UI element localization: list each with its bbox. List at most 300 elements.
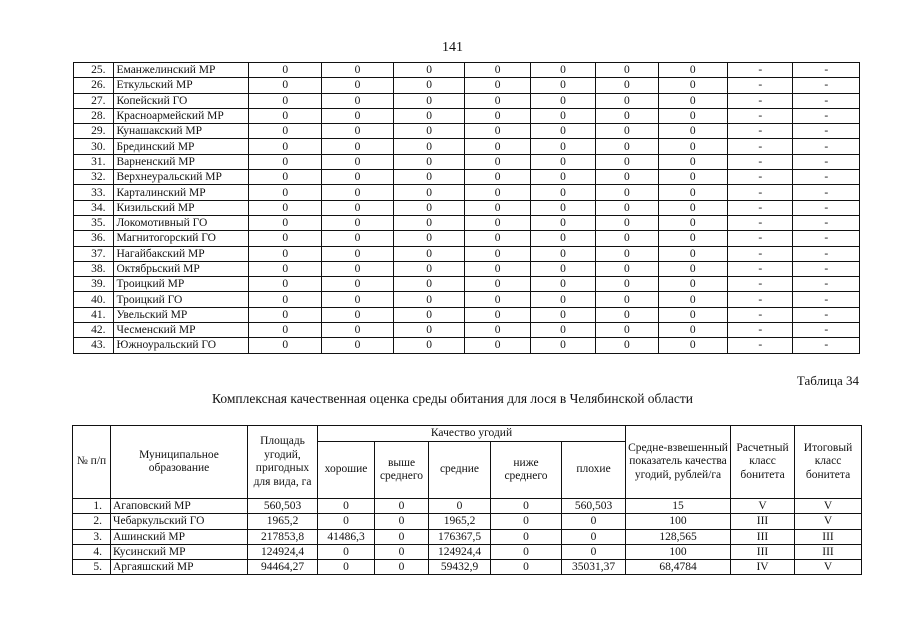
table-cell: 217853,8: [248, 529, 318, 544]
table-cell: 0: [249, 108, 322, 123]
table-cell: -: [793, 124, 860, 139]
table-cell: -: [793, 78, 860, 93]
table-cell: 0: [658, 277, 728, 292]
table-cell: 0: [322, 124, 394, 139]
municipality-name: Аргаяшский МР: [111, 560, 248, 575]
table-cell: 0: [465, 200, 530, 215]
table-cell: 0: [596, 124, 658, 139]
table-row: [73, 529, 862, 544]
table-row: [74, 338, 860, 353]
table-cell: III: [795, 529, 862, 544]
table-cell: 15: [626, 499, 731, 514]
municipality-name: Кунашакский МР: [114, 124, 249, 139]
table-cell: -: [728, 185, 793, 200]
table-cell: 0: [530, 246, 595, 261]
table-row: [74, 93, 860, 108]
table-cell: 0: [249, 323, 322, 338]
table-cell: 0: [318, 499, 375, 514]
table-cell: 0: [530, 261, 595, 276]
table-cell: -: [728, 215, 793, 230]
table-cell: 0: [658, 93, 728, 108]
header-below-avg: ниже среднего: [491, 442, 562, 499]
table-cell: III: [731, 514, 795, 529]
table-cell: 0: [322, 78, 394, 93]
table-cell: III: [731, 529, 795, 544]
table-cell: 0: [375, 499, 429, 514]
municipality-name: Ашинский МР: [111, 529, 248, 544]
table-cell: 0: [322, 154, 394, 169]
table-cell: 0: [393, 246, 465, 261]
table-cell: -: [728, 338, 793, 353]
page-number: 141: [442, 40, 463, 55]
table-cell: 0: [393, 154, 465, 169]
table-cell: 0: [318, 514, 375, 529]
table-cell: -: [728, 170, 793, 185]
table-row: [74, 307, 860, 322]
table-label: Таблица 34: [796, 373, 859, 388]
table-cell: 0: [249, 139, 322, 154]
table-cell: 0: [249, 277, 322, 292]
municipality-name: Чебаркульский ГО: [111, 514, 248, 529]
table-cell: 0: [393, 277, 465, 292]
table-cell: -: [728, 292, 793, 307]
table-cell: -: [728, 231, 793, 246]
table-cell: 0: [465, 78, 530, 93]
table-cell: 0: [658, 323, 728, 338]
table-cell: -: [728, 124, 793, 139]
table-cell: 0: [530, 78, 595, 93]
table-cell: 0: [465, 261, 530, 276]
table-cell: 0: [530, 292, 595, 307]
row-number: 30.: [74, 139, 114, 154]
table-cell: -: [793, 323, 860, 338]
table-row: [74, 200, 860, 215]
table-cell: 0: [658, 78, 728, 93]
table-cell: 0: [658, 200, 728, 215]
table-cell: 0: [465, 63, 530, 78]
table-cell: -: [728, 78, 793, 93]
table-cell: 0: [596, 63, 658, 78]
table-cell: 0: [465, 108, 530, 123]
table-cell: -: [793, 215, 860, 230]
municipality-name: Кизильский МР: [114, 200, 249, 215]
table-cell: 0: [530, 154, 595, 169]
header-num: № п/п: [73, 426, 111, 499]
table-cell: 0: [465, 215, 530, 230]
table-cell: 0: [322, 246, 394, 261]
row-number: 3.: [73, 529, 111, 544]
table-cell: 100: [626, 514, 731, 529]
table-row: [74, 292, 860, 307]
table-cell: 0: [322, 93, 394, 108]
table-cell: 560,503: [562, 499, 626, 514]
table-cell: 0: [596, 185, 658, 200]
municipality-name: Нагайбакский МР: [114, 246, 249, 261]
table-cell: 0: [530, 215, 595, 230]
table-cell: 0: [322, 261, 394, 276]
row-number: 38.: [74, 261, 114, 276]
table-cell: 0: [322, 108, 394, 123]
municipality-name: Варненский МР: [114, 154, 249, 169]
table-cell: 68,4784: [626, 560, 731, 575]
table-row: [74, 261, 860, 276]
table-cell: 0: [658, 108, 728, 123]
table-cell: 0: [530, 323, 595, 338]
table-cell: 0: [393, 185, 465, 200]
table-cell: 0: [249, 215, 322, 230]
municipality-name: Увельский МР: [114, 307, 249, 322]
table-cell: 0: [249, 261, 322, 276]
table-cell: 0: [393, 139, 465, 154]
table-cell: 0: [658, 292, 728, 307]
table-cell: V: [795, 499, 862, 514]
table-cell: 0: [249, 200, 322, 215]
table-cell: IV: [731, 560, 795, 575]
table-cell: 0: [530, 170, 595, 185]
table-cell: -: [728, 261, 793, 276]
table-cell: 0: [249, 124, 322, 139]
table-cell: 0: [393, 124, 465, 139]
table-cell: 0: [393, 200, 465, 215]
table-cell: 0: [596, 215, 658, 230]
table-cell: V: [731, 499, 795, 514]
table-cell: 0: [596, 78, 658, 93]
table-cell: 0: [658, 246, 728, 261]
moose-habitat-table: [72, 425, 862, 575]
table-cell: -: [793, 200, 860, 215]
table-cell: 0: [375, 529, 429, 544]
table-cell: -: [793, 170, 860, 185]
row-number: 42.: [74, 323, 114, 338]
table-cell: 0: [596, 139, 658, 154]
table-cell: 0: [393, 108, 465, 123]
header-avg: средние: [429, 442, 491, 499]
municipality-name: Карталинский МР: [114, 185, 249, 200]
table-row: [74, 78, 860, 93]
table-title: Комплексная качественная оценка среды обитания для лося в Челябинской области: [212, 391, 693, 406]
table-cell: 0: [322, 63, 394, 78]
table-cell: 0: [393, 231, 465, 246]
table-cell: 0: [530, 93, 595, 108]
table-cell: 0: [596, 170, 658, 185]
header-area: Площадь угодий, пригодных для вида, га: [248, 426, 318, 499]
table-cell: 0: [530, 277, 595, 292]
table-cell: 0: [562, 544, 626, 559]
municipality-name: Троицкий МР: [114, 277, 249, 292]
header-calc-class: Расчетный класс бонитета: [731, 426, 795, 499]
municipality-name: Кусинский МР: [111, 544, 248, 559]
table-cell: 0: [393, 338, 465, 353]
table-cell: -: [793, 63, 860, 78]
table-cell: 0: [596, 200, 658, 215]
row-number: 33.: [74, 185, 114, 200]
table-cell: 0: [393, 63, 465, 78]
header-quality-group: Качество угодий: [318, 426, 626, 442]
table-cell: 0: [530, 108, 595, 123]
table-row: [73, 514, 862, 529]
table-cell: 0: [249, 231, 322, 246]
table-cell: 0: [658, 338, 728, 353]
table-cell: 0: [249, 307, 322, 322]
header-weighted-index: Средне-взвешенный показатель качества угодий, рублей/га: [626, 426, 731, 499]
table-cell: -: [793, 93, 860, 108]
table-cell: 0: [465, 139, 530, 154]
row-number: 32.: [74, 170, 114, 185]
table-cell: 0: [322, 323, 394, 338]
table-cell: 0: [249, 292, 322, 307]
table-row: [74, 231, 860, 246]
table-cell: 128,565: [626, 529, 731, 544]
table-row: [74, 185, 860, 200]
table-cell: 0: [465, 231, 530, 246]
table-row: [73, 499, 862, 514]
table-cell: 0: [393, 170, 465, 185]
table-row: [74, 124, 860, 139]
table-cell: -: [728, 246, 793, 261]
table-cell: 0: [249, 170, 322, 185]
table-cell: -: [793, 261, 860, 276]
table-cell: -: [793, 108, 860, 123]
table-cell: 0: [322, 170, 394, 185]
table-cell: 0: [429, 499, 491, 514]
municipality-name: Агаповский МР: [111, 499, 248, 514]
table-cell: 0: [322, 139, 394, 154]
header-good: хорошие: [318, 442, 375, 499]
table-cell: 0: [658, 124, 728, 139]
table-cell: 0: [658, 215, 728, 230]
table-cell: 59432,9: [429, 560, 491, 575]
table-cell: 0: [322, 277, 394, 292]
row-number: 39.: [74, 277, 114, 292]
row-number: 5.: [73, 560, 111, 575]
table-cell: 0: [465, 246, 530, 261]
row-number: 29.: [74, 124, 114, 139]
table-cell: 124924,4: [248, 544, 318, 559]
table-cell: 41486,3: [318, 529, 375, 544]
table-cell: 0: [596, 323, 658, 338]
table-cell: 0: [375, 560, 429, 575]
table-cell: 0: [658, 154, 728, 169]
table-cell: 35031,37: [562, 560, 626, 575]
table-cell: -: [793, 338, 860, 353]
municipality-name: Верхнеуральский МР: [114, 170, 249, 185]
table-cell: 0: [322, 215, 394, 230]
table-cell: -: [728, 200, 793, 215]
header-bad: плохие: [562, 442, 626, 499]
table-cell: 0: [465, 277, 530, 292]
row-number: 35.: [74, 215, 114, 230]
header-municipality: Муниципальное образование: [111, 426, 248, 499]
table-row: [74, 246, 860, 261]
municipality-name: Магнитогорский ГО: [114, 231, 249, 246]
municipality-name: Копейский ГО: [114, 93, 249, 108]
header-above-avg: выше среднего: [375, 442, 429, 499]
table-cell: -: [793, 246, 860, 261]
table-cell: 560,503: [248, 499, 318, 514]
table-cell: 0: [596, 261, 658, 276]
table-row: [74, 139, 860, 154]
row-number: 34.: [74, 200, 114, 215]
municipality-name: Октябрьский МР: [114, 261, 249, 276]
table-cell: 0: [658, 231, 728, 246]
table-cell: 0: [375, 514, 429, 529]
table-cell: 1965,2: [429, 514, 491, 529]
table-cell: 0: [596, 307, 658, 322]
table-cell: 0: [318, 544, 375, 559]
table-cell: 0: [596, 292, 658, 307]
table-cell: -: [793, 231, 860, 246]
table-cell: 0: [393, 93, 465, 108]
table-cell: 0: [658, 261, 728, 276]
table-cell: 0: [465, 170, 530, 185]
table-cell: -: [793, 154, 860, 169]
table-cell: 0: [530, 124, 595, 139]
table-row: [74, 108, 860, 123]
table-cell: 1965,2: [248, 514, 318, 529]
row-number: 2.: [73, 514, 111, 529]
table-cell: 0: [393, 78, 465, 93]
table-cell: 0: [465, 154, 530, 169]
table-cell: V: [795, 560, 862, 575]
table-cell: 0: [491, 499, 562, 514]
table-cell: 0: [596, 93, 658, 108]
row-number: 36.: [74, 231, 114, 246]
table-cell: 0: [658, 307, 728, 322]
table-cell: 0: [465, 292, 530, 307]
table-cell: -: [728, 139, 793, 154]
table-row: [73, 544, 862, 559]
table-cell: 0: [491, 529, 562, 544]
table-cell: 0: [249, 185, 322, 200]
municipality-name: Троицкий ГО: [114, 292, 249, 307]
municipality-name: Южноуральский ГО: [114, 338, 249, 353]
table-cell: 0: [322, 307, 394, 322]
table-cell: 0: [658, 170, 728, 185]
table-cell: 0: [491, 544, 562, 559]
table-row: [74, 154, 860, 169]
table-cell: 176367,5: [429, 529, 491, 544]
table-cell: 0: [249, 154, 322, 169]
row-number: 31.: [74, 154, 114, 169]
table-cell: 0: [562, 529, 626, 544]
table-cell: 0: [322, 200, 394, 215]
table-cell: 0: [596, 277, 658, 292]
table-cell: 0: [249, 338, 322, 353]
municipality-name: Брединский МР: [114, 139, 249, 154]
row-number: 37.: [74, 246, 114, 261]
row-number: 28.: [74, 108, 114, 123]
table-cell: 0: [596, 246, 658, 261]
table-cell: -: [793, 277, 860, 292]
row-number: 40.: [74, 292, 114, 307]
table-cell: 0: [322, 185, 394, 200]
table-cell: -: [728, 93, 793, 108]
table-cell: 0: [249, 246, 322, 261]
table-cell: 0: [393, 215, 465, 230]
table-cell: 0: [393, 323, 465, 338]
header-final-class: Итоговый класс бонитета: [795, 426, 862, 499]
table-cell: 0: [318, 560, 375, 575]
table-cell: 0: [249, 78, 322, 93]
table-cell: 0: [530, 231, 595, 246]
table-cell: -: [728, 277, 793, 292]
table-cell: 0: [658, 63, 728, 78]
table-cell: 0: [491, 560, 562, 575]
table-cell: 0: [530, 200, 595, 215]
table-cell: 0: [322, 292, 394, 307]
table-cell: V: [795, 514, 862, 529]
table-cell: 0: [596, 108, 658, 123]
table-cell: 0: [465, 323, 530, 338]
municipality-name: Локомотивный ГО: [114, 215, 249, 230]
table-cell: 0: [491, 514, 562, 529]
table-cell: -: [728, 323, 793, 338]
table-row: [74, 215, 860, 230]
table-cell: -: [793, 292, 860, 307]
table-cell: -: [793, 307, 860, 322]
table-cell: 0: [375, 544, 429, 559]
row-number: 25.: [74, 63, 114, 78]
municipality-name: Красноармейский МР: [114, 108, 249, 123]
table-cell: 0: [393, 292, 465, 307]
table-cell: 0: [249, 93, 322, 108]
table-cell: 0: [530, 338, 595, 353]
table-cell: 0: [530, 307, 595, 322]
table-cell: 124924,4: [429, 544, 491, 559]
table-cell: 0: [322, 338, 394, 353]
table-cell: 0: [562, 514, 626, 529]
row-number: 41.: [74, 307, 114, 322]
table-cell: 0: [596, 154, 658, 169]
row-number: 27.: [74, 93, 114, 108]
table-cell: 0: [465, 185, 530, 200]
table-cell: 0: [465, 93, 530, 108]
table-cell: -: [728, 307, 793, 322]
table-cell: 0: [658, 139, 728, 154]
table-cell: 0: [465, 307, 530, 322]
table-cell: 0: [596, 231, 658, 246]
row-number: 4.: [73, 544, 111, 559]
municipality-name: Еткульский МР: [114, 78, 249, 93]
table-cell: 100: [626, 544, 731, 559]
table-cell: 0: [393, 261, 465, 276]
table-cell: 0: [465, 338, 530, 353]
table-row: [73, 560, 862, 575]
table-cell: 0: [322, 231, 394, 246]
table-cell: 94464,27: [248, 560, 318, 575]
table-cell: 0: [465, 124, 530, 139]
table-cell: 0: [530, 185, 595, 200]
table-cell: III: [731, 544, 795, 559]
table-cell: 0: [658, 185, 728, 200]
table-cell: 0: [596, 338, 658, 353]
table-cell: -: [793, 139, 860, 154]
table-row: [74, 170, 860, 185]
table-row: [74, 323, 860, 338]
table-cell: -: [728, 154, 793, 169]
table-cell: 0: [530, 139, 595, 154]
row-number: 26.: [74, 78, 114, 93]
municipalities-table-continued: [73, 62, 860, 354]
table-cell: -: [728, 63, 793, 78]
row-number: 1.: [73, 499, 111, 514]
table-cell: -: [728, 108, 793, 123]
table-row: [74, 63, 860, 78]
row-number: 43.: [74, 338, 114, 353]
municipality-name: Чесменский МР: [114, 323, 249, 338]
municipality-name: Еманжелинский МР: [114, 63, 249, 78]
table-cell: 0: [530, 63, 595, 78]
